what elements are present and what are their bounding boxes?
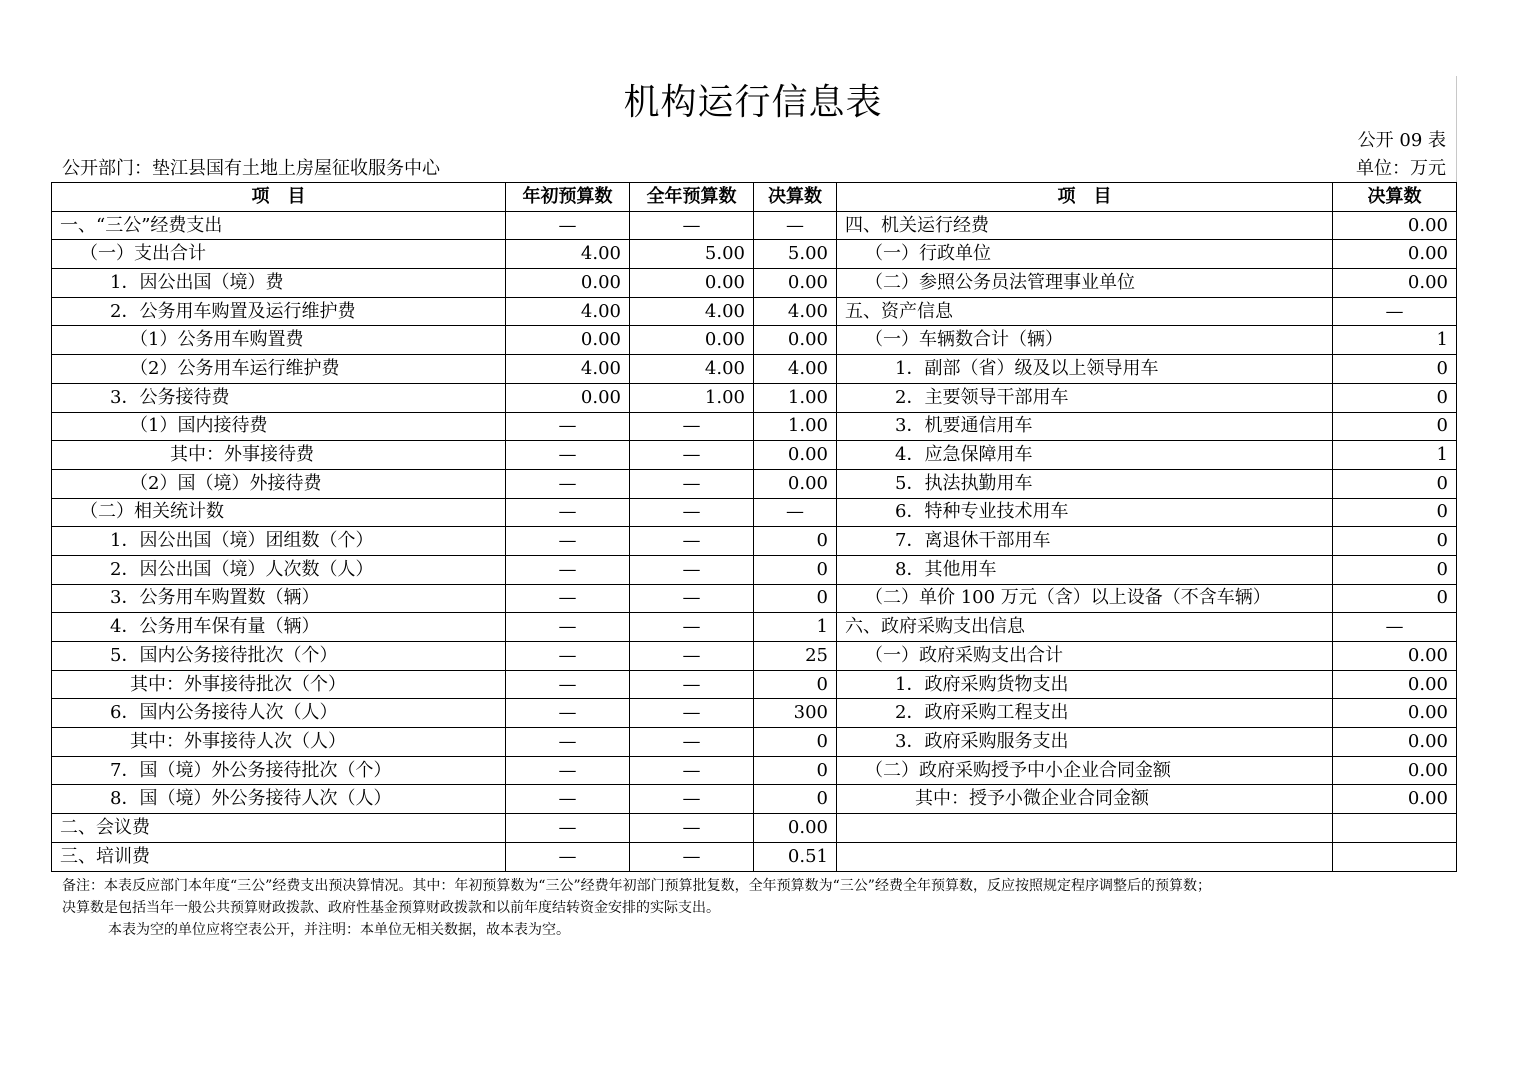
header-item: 项 目 (52, 183, 506, 212)
initial-budget-cell: 4.00 (506, 297, 630, 326)
table-row (52, 355, 1457, 384)
right-item-label: 3．政府采购服务支出 (837, 728, 1333, 757)
right-item-label: 五、资产信息 (837, 297, 1333, 326)
table-row (52, 785, 1457, 814)
left-item-label: （1）国内接待费 (52, 412, 506, 441)
final-account-cell: 1.00 (754, 412, 837, 441)
table-header-row (52, 183, 1457, 212)
left-item-label: （1）公务用车购置费 (52, 326, 506, 355)
initial-budget-cell: — (506, 728, 630, 757)
final-account-cell: 0.00 (754, 441, 837, 470)
full-year-budget-cell: 4.00 (630, 297, 754, 326)
table-row (52, 441, 1457, 470)
right-item-label: 2．政府采购工程支出 (837, 699, 1333, 728)
table-row (52, 842, 1457, 871)
full-year-budget-cell: — (630, 728, 754, 757)
right-final-cell: 0 (1333, 383, 1457, 412)
unit-label: 单位：万元 (1356, 158, 1446, 179)
header-right-final: 决算数 (1333, 183, 1457, 212)
right-final-cell (1333, 842, 1457, 871)
left-item-label: 三、培训费 (52, 842, 506, 871)
final-account-cell: 4.00 (754, 355, 837, 384)
right-item-label (837, 814, 1333, 843)
left-item-label: 8．国（境）外公务接待人次（人） (52, 785, 506, 814)
right-item-label: 5．执法执勤用车 (837, 469, 1333, 498)
right-final-cell: 0 (1333, 469, 1457, 498)
initial-budget-cell: — (506, 756, 630, 785)
full-year-budget-cell: — (630, 469, 754, 498)
full-year-budget-cell: — (630, 441, 754, 470)
left-item-label: （2）公务用车运行维护费 (52, 355, 506, 384)
right-final-cell: 1 (1333, 441, 1457, 470)
initial-budget-cell: — (506, 584, 630, 613)
full-year-budget-cell: — (630, 211, 754, 240)
final-account-cell: 5.00 (754, 240, 837, 269)
right-final-cell: 0 (1333, 355, 1457, 384)
left-item-label: 一、“三公”经费支出 (52, 211, 506, 240)
footnote (62, 875, 1452, 919)
initial-budget-cell: — (506, 699, 630, 728)
info-table (51, 182, 1457, 872)
right-item-label: （一）政府采购支出合计 (837, 642, 1333, 671)
right-final-cell: 0.00 (1333, 240, 1457, 269)
full-year-budget-cell: — (630, 699, 754, 728)
initial-budget-cell: — (506, 613, 630, 642)
left-item-label: 3．公务接待费 (52, 383, 506, 412)
full-year-budget-cell: — (630, 613, 754, 642)
right-item-label: 3．机要通信用车 (837, 412, 1333, 441)
full-year-budget-cell: — (630, 785, 754, 814)
full-year-budget-cell: 0.00 (630, 326, 754, 355)
final-account-cell: 0 (754, 555, 837, 584)
table-row (52, 211, 1457, 240)
left-item-label: 6．国内公务接待人次（人） (52, 699, 506, 728)
table-row (52, 555, 1457, 584)
left-item-label: （二）相关统计数 (52, 498, 506, 527)
initial-budget-cell: — (506, 814, 630, 843)
right-item-label: 其中：授予小微企业合同金额 (837, 785, 1333, 814)
right-item-label: 8．其他用车 (837, 555, 1333, 584)
initial-budget-cell: — (506, 527, 630, 556)
header-final-account: 决算数 (754, 183, 837, 212)
right-item-label: 1．政府采购货物支出 (837, 670, 1333, 699)
final-account-cell: 0 (754, 785, 837, 814)
initial-budget-cell: 0.00 (506, 269, 630, 298)
footnote-line-1: 备注：本表反应部门本年度“三公”经费支出预决算情况。其中：年初预算数为“三公”经费年初部门预算批复数，全年预算数为“三公”经费全年预算数，反应按照规定程序调整后的预算数； (62, 878, 1211, 894)
right-item-label: （二）政府采购授予中小企业合同金额 (837, 756, 1333, 785)
initial-budget-cell: — (506, 785, 630, 814)
final-account-cell: 0.51 (754, 842, 837, 871)
initial-budget-cell: — (506, 211, 630, 240)
right-final-cell: 0.00 (1333, 756, 1457, 785)
right-final-cell: 0.00 (1333, 699, 1457, 728)
final-account-cell: 0 (754, 756, 837, 785)
full-year-budget-cell: 4.00 (630, 355, 754, 384)
initial-budget-cell: — (506, 555, 630, 584)
left-item-label: 3．公务用车购置数（辆） (52, 584, 506, 613)
table-row (52, 498, 1457, 527)
right-final-cell: — (1333, 297, 1457, 326)
right-final-cell: 0.00 (1333, 728, 1457, 757)
table-row (52, 383, 1457, 412)
left-item-label: 其中：外事接待批次（个） (52, 670, 506, 699)
full-year-budget-cell: — (630, 842, 754, 871)
table-row (52, 326, 1457, 355)
right-final-cell: 0.00 (1333, 269, 1457, 298)
table-row (52, 699, 1457, 728)
table-row (52, 584, 1457, 613)
initial-budget-cell: 0.00 (506, 326, 630, 355)
table-row (52, 297, 1457, 326)
right-final-cell: 0 (1333, 584, 1457, 613)
final-account-cell: 0 (754, 728, 837, 757)
right-item-label: （一）行政单位 (837, 240, 1333, 269)
left-item-label: 1．因公出国（境）费 (52, 269, 506, 298)
initial-budget-cell: — (506, 498, 630, 527)
table-row (52, 412, 1457, 441)
table-row (52, 642, 1457, 671)
table-row (52, 728, 1457, 757)
department-label: 公开部门：垫江县国有土地上房屋征收服务中心 (62, 158, 440, 179)
left-item-label: 其中：外事接待费 (52, 441, 506, 470)
initial-budget-cell: — (506, 412, 630, 441)
right-item-label: 4．应急保障用车 (837, 441, 1333, 470)
right-final-cell: 0 (1333, 498, 1457, 527)
right-final-cell: — (1333, 613, 1457, 642)
full-year-budget-cell: 1.00 (630, 383, 754, 412)
table-row (52, 469, 1457, 498)
right-item-label: （二）参照公务员法管理事业单位 (837, 269, 1333, 298)
full-year-budget-cell: — (630, 498, 754, 527)
left-item-label: 1．因公出国（境）团组数（个） (52, 527, 506, 556)
initial-budget-cell: 4.00 (506, 355, 630, 384)
full-year-budget-cell: — (630, 814, 754, 843)
right-item-label: （二）单价 100 万元（含）以上设备（不含车辆） (837, 584, 1333, 613)
table-row (52, 670, 1457, 699)
final-account-cell: 0 (754, 584, 837, 613)
table-row (52, 613, 1457, 642)
right-item-label: 1．副部（省）级及以上领导用车 (837, 355, 1333, 384)
initial-budget-cell: — (506, 642, 630, 671)
final-account-cell: — (754, 211, 837, 240)
header-full-year-budget: 全年预算数 (630, 183, 754, 212)
right-item-label: 六、政府采购支出信息 (837, 613, 1333, 642)
full-year-budget-cell: — (630, 756, 754, 785)
full-year-budget-cell: 0.00 (630, 269, 754, 298)
left-item-label: （一）支出合计 (52, 240, 506, 269)
header-right-item: 项 目 (837, 183, 1333, 212)
right-item-label: 2．主要领导干部用车 (837, 383, 1333, 412)
initial-budget-cell: 0.00 (506, 383, 630, 412)
full-year-budget-cell: — (630, 527, 754, 556)
form-number: 公开 09 表 (1357, 130, 1446, 151)
final-account-cell: 0 (754, 527, 837, 556)
right-item-label: 四、机关运行经费 (837, 211, 1333, 240)
right-item-label: （一）车辆数合计（辆） (837, 326, 1333, 355)
page-title: 机构运行信息表 (623, 82, 883, 123)
final-account-cell: 0 (754, 670, 837, 699)
initial-budget-cell: — (506, 670, 630, 699)
initial-budget-cell: — (506, 842, 630, 871)
full-year-budget-cell: — (630, 642, 754, 671)
left-item-label: （2）国（境）外接待费 (52, 469, 506, 498)
table-row (52, 814, 1457, 843)
left-item-label: 7．国（境）外公务接待批次（个） (52, 756, 506, 785)
final-account-cell: 25 (754, 642, 837, 671)
right-final-cell: 0 (1333, 555, 1457, 584)
initial-budget-cell: — (506, 441, 630, 470)
left-item-label: 2．因公出国（境）人次数（人） (52, 555, 506, 584)
final-account-cell: 0.00 (754, 469, 837, 498)
full-year-budget-cell: — (630, 584, 754, 613)
table-body (52, 211, 1457, 871)
final-account-cell: 300 (754, 699, 837, 728)
initial-budget-cell: — (506, 469, 630, 498)
left-item-label: 二、会议费 (52, 814, 506, 843)
initial-budget-cell: 4.00 (506, 240, 630, 269)
right-final-cell: 0.00 (1333, 670, 1457, 699)
table-row (52, 269, 1457, 298)
right-final-cell: 0.00 (1333, 211, 1457, 240)
table-row (52, 527, 1457, 556)
header-initial-budget: 年初预算数 (506, 183, 630, 212)
final-account-cell: 4.00 (754, 297, 837, 326)
full-year-budget-cell: 5.00 (630, 240, 754, 269)
final-account-cell: 0.00 (754, 269, 837, 298)
right-final-cell: 0.00 (1333, 785, 1457, 814)
right-item-label: 7．离退休干部用车 (837, 527, 1333, 556)
table-row (52, 756, 1457, 785)
empty-table-note: 本表为空的单位应将空表公开，并注明：本单位无相关数据，故本表为空。 (108, 922, 570, 938)
left-item-label: 其中：外事接待人次（人） (52, 728, 506, 757)
full-year-budget-cell: — (630, 412, 754, 441)
table-row (52, 240, 1457, 269)
footnote-line-2: 决算数是包括当年一般公共预算财政拨款、政府性基金预算财政拨款和以前年度结转资金安排的实际支出。 (62, 900, 720, 916)
left-item-label: 4．公务用车保有量（辆） (52, 613, 506, 642)
left-item-label: 5．国内公务接待批次（个） (52, 642, 506, 671)
right-final-cell: 1 (1333, 326, 1457, 355)
right-final-cell: 0 (1333, 412, 1457, 441)
right-final-cell: 0 (1333, 527, 1457, 556)
full-year-budget-cell: — (630, 555, 754, 584)
right-final-cell: 0.00 (1333, 642, 1457, 671)
left-item-label: 2．公务用车购置及运行维护费 (52, 297, 506, 326)
final-account-cell: 0.00 (754, 814, 837, 843)
right-item-label (837, 842, 1333, 871)
final-account-cell: 1 (754, 613, 837, 642)
final-account-cell: 0.00 (754, 326, 837, 355)
right-item-label: 6．特种专业技术用车 (837, 498, 1333, 527)
final-account-cell: 1.00 (754, 383, 837, 412)
right-final-cell (1333, 814, 1457, 843)
full-year-budget-cell: — (630, 670, 754, 699)
final-account-cell: — (754, 498, 837, 527)
